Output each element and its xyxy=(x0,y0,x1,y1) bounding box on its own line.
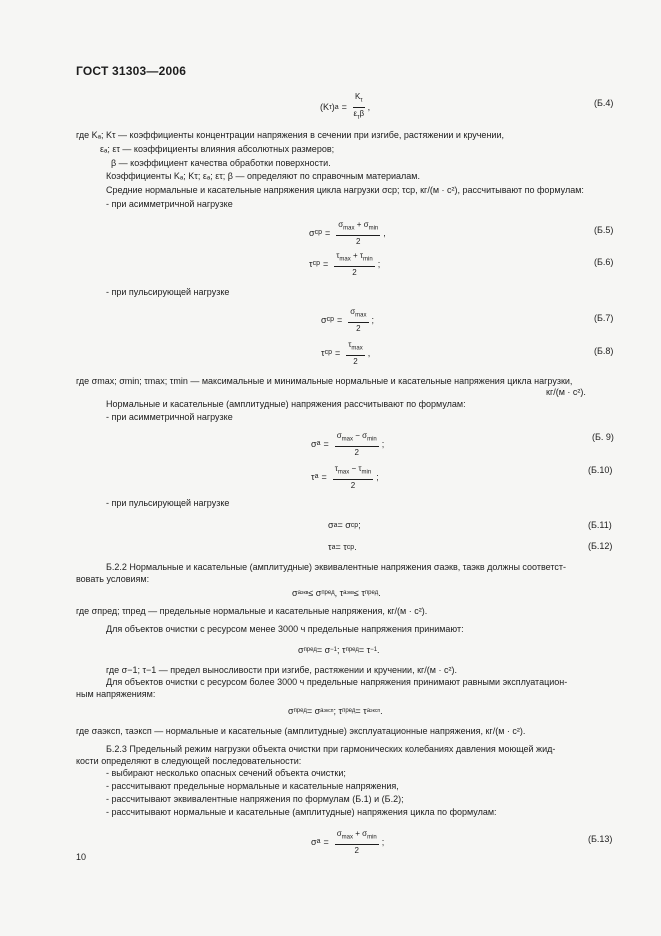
text-line: - при асимметричной нагрузке xyxy=(106,412,233,422)
text-line: где σаэксп, τаэксп — нормальные и касательные (амплитудные) эксплуатационные напряжения, кг/(м · с²). xyxy=(76,726,526,736)
text-line: β — коэффициент качества обработки поверхности. xyxy=(111,158,331,168)
formula-b5: σ ср = $\frac{\sigma_{max} + \sigma_{min}}{2}$ , xyxy=(309,220,386,246)
text-line: εₐ; ετ — коэффициенты влияния абсолютных размеров; xyxy=(100,144,335,154)
formula-b8: τ ср = $\frac{\tau_{max}}{2}$ , xyxy=(321,340,371,366)
text-line: где σmax; σmin; τmax; τmin — максимальные и минимальные нормальные и касательные напряжения цикла нагрузки, xyxy=(76,376,573,386)
text-line: кости определяют в следующей последовательности: xyxy=(76,756,302,766)
eq-number-b4: (Б.4) xyxy=(594,98,614,108)
formula-condition: σ аэкв ≤ σ пред , τ аэкв ≤ τ пред . xyxy=(292,588,381,598)
text-line: Коэффициенты Kₐ; Kτ; εₐ; ετ; β — определяют по справочным материалам. xyxy=(106,171,420,181)
text-line: ным напряжениям: xyxy=(76,689,156,699)
text-line: где Kₐ; Kτ — коэффициенты концентрации напряжения в сечении при изгибе, растяжении и кручении, xyxy=(76,130,504,140)
text-line: - при пульсирующей нагрузке xyxy=(106,287,230,297)
formula-b9: σ а = $\frac{\sigma_{max} - \sigma_{min}}{2}$ ; xyxy=(311,431,385,457)
text-line: Б.2.2 Нормальные и касательные (амплитудные) эквивалентные напряжения σаэкв, τаэкв должны соответст- xyxy=(106,562,566,572)
text-line: кг/(м · с²). xyxy=(546,387,586,397)
text-line: - при асимметричной нагрузке xyxy=(106,199,233,209)
text-line: - рассчитывают предельные нормальные и касательные напряжения, xyxy=(106,781,399,791)
formula-b10: τ а = $\frac{\tau_{max} - \tau_{min}}{2}$ ; xyxy=(311,464,379,490)
text-line: - рассчитывают нормальные и касательные (амплитудные) напряжения цикла по формулам: xyxy=(106,807,497,817)
page-header: ГОСТ 31303—2006 xyxy=(76,64,187,78)
formula-b4: (K τ ) a = $\frac{K_\tau}{\varepsilon_\tau\beta}$ , xyxy=(320,92,371,121)
eq-number-b9: (Б. 9) xyxy=(592,432,614,442)
page-number: 10 xyxy=(76,852,87,862)
formula-b6: τ ср = $\frac{\tau_{max} + \tau_{min}}{2}$ ; xyxy=(309,251,381,277)
formula-limit-2: σ пред = σ аэксп ; τ пред = τ аэксп . xyxy=(288,706,383,716)
text-line: вовать условиям: xyxy=(76,574,150,584)
text-line: где σпред; τпред — предельные нормальные и касательные напряжения, кг/(м · с²). xyxy=(76,606,428,616)
formula-b13: σ а = $\frac{\sigma_{max} + \sigma_{min}}{2}$ ; xyxy=(311,829,385,855)
eq-number-b12: (Б.12) xyxy=(588,541,613,551)
eq-number-b6: (Б.6) xyxy=(594,257,614,267)
text-line: - при пульсирующей нагрузке xyxy=(106,498,230,508)
eq-number-b10: (Б.10) xyxy=(588,465,613,475)
text-line: где σ−1; τ−1 — предел выносливости при изгибе, растяжении и кручении, кг/(м · с²). xyxy=(106,665,457,675)
eq-number-b13: (Б.13) xyxy=(588,834,613,844)
formula-b11: σ а = σ ср ; xyxy=(328,520,361,530)
text-line: Средние нормальные и касательные напряжения цикла нагрузки σср; τср, кг/(м · с²), рассчитывают по формулам: xyxy=(106,185,584,195)
eq-number-b7: (Б.7) xyxy=(594,313,614,323)
formula-limit-1: σ пред = σ −1 ; τ пред = τ −1 . xyxy=(298,645,380,655)
eq-number-b5: (Б.5) xyxy=(594,225,614,235)
text-line: Для объектов очистки с ресурсом более 3000 ч предельные напряжения принимают равными эксплуатацион- xyxy=(106,677,568,687)
text-line: - рассчитывают эквивалентные напряжения по формулам (Б.1) и (Б.2); xyxy=(106,794,404,804)
text-line: Нормальные и касательные (амплитудные) напряжения рассчитывают по формулам: xyxy=(106,399,466,409)
text-line: Для объектов очистки с ресурсом менее 3000 ч предельные напряжения принимают: xyxy=(106,624,464,634)
eq-number-b8: (Б.8) xyxy=(594,346,614,356)
eq-number-b11: (Б.11) xyxy=(588,520,612,530)
text-line: Б.2.3 Предельный режим нагрузки объекта очистки при гармонических колебаниях давления моющей жид- xyxy=(106,744,556,754)
formula-b7: σ ср = $\frac{\sigma_{max}}{2}$ ; xyxy=(321,307,375,333)
text-line: - выбирают несколько опасных сечений объекта очистки; xyxy=(106,768,346,778)
formula-b12: τ а = τ ср . xyxy=(328,542,357,552)
